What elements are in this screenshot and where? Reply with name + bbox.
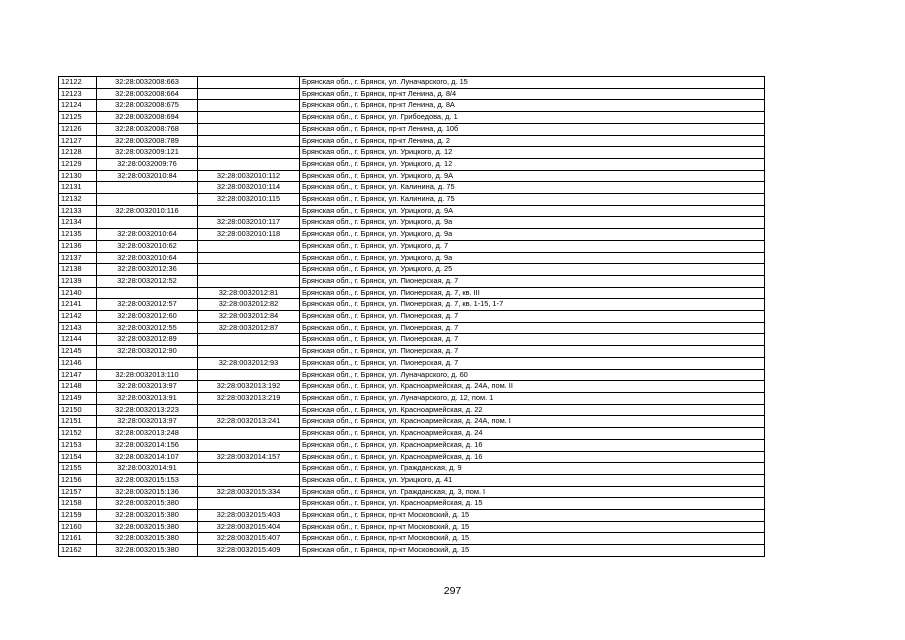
- table-row: [59, 474, 765, 486]
- cadastral-number-cell: 32:28:0032012:57: [97, 299, 198, 311]
- row-number-cell: 12136: [59, 240, 97, 252]
- registry-table-body: [59, 77, 765, 557]
- row-number-cell: 12143: [59, 322, 97, 334]
- related-cadastral-number-cell: [198, 112, 300, 124]
- address-cell: Брянская обл., г. Брянск, ул. Пионерская, д. 7, кв. III: [300, 287, 765, 299]
- address-cell: Брянская обл., г. Брянск, ул. Красноармейская, д. 24А, пом. II: [300, 381, 765, 393]
- address-cell: Брянская обл., г. Брянск, ул. Пионерская, д. 7: [300, 357, 765, 369]
- related-cadastral-number-cell: 32:28:0032013:219: [198, 392, 300, 404]
- table-row: [59, 299, 765, 311]
- row-number-cell: 12140: [59, 287, 97, 299]
- table-row: [59, 88, 765, 100]
- address-cell: Брянская обл., г. Брянск, ул. Урицкого, д. 9а: [300, 252, 765, 264]
- row-number-cell: 12146: [59, 357, 97, 369]
- address-cell: Брянская обл., г. Брянск, пр-кт Ленина, д. 2: [300, 135, 765, 147]
- address-cell: Брянская обл., г. Брянск, ул. Урицкого, д. 12: [300, 147, 765, 159]
- table-row: [59, 463, 765, 475]
- address-cell: Брянская обл., г. Брянск, ул. Пионерская, д. 7: [300, 275, 765, 287]
- table-row: [59, 392, 765, 404]
- related-cadastral-number-cell: 32:28:0032015:404: [198, 521, 300, 533]
- address-cell: Брянская обл., г. Брянск, ул. Калинина, д. 75: [300, 194, 765, 206]
- row-number-cell: 12127: [59, 135, 97, 147]
- row-number-cell: 12156: [59, 474, 97, 486]
- table-row: [59, 147, 765, 159]
- address-cell: Брянская обл., г. Брянск, ул. Урицкого, д. 41: [300, 474, 765, 486]
- row-number-cell: 12159: [59, 510, 97, 522]
- row-number-cell: 12130: [59, 170, 97, 182]
- address-cell: Брянская обл., г. Брянск, пр-кт Ленина, д. 10б: [300, 123, 765, 135]
- table-row: [59, 510, 765, 522]
- row-number-cell: 12122: [59, 77, 97, 89]
- row-number-cell: 12149: [59, 392, 97, 404]
- address-cell: Брянская обл., г. Брянск, ул. Урицкого, д. 7: [300, 240, 765, 252]
- related-cadastral-number-cell: 32:28:0032013:241: [198, 416, 300, 428]
- table-row: [59, 416, 765, 428]
- related-cadastral-number-cell: [198, 474, 300, 486]
- row-number-cell: 12154: [59, 451, 97, 463]
- cadastral-number-cell: 32:28:0032009:76: [97, 158, 198, 170]
- table-row: [59, 205, 765, 217]
- cadastral-number-cell: 32:28:0032013:97: [97, 416, 198, 428]
- table-row: [59, 545, 765, 557]
- cadastral-number-cell: 32:28:0032010:116: [97, 205, 198, 217]
- related-cadastral-number-cell: 32:28:0032012:93: [198, 357, 300, 369]
- related-cadastral-number-cell: [198, 369, 300, 381]
- related-cadastral-number-cell: 32:28:0032012:84: [198, 311, 300, 323]
- cadastral-number-cell: 32:28:0032012:55: [97, 322, 198, 334]
- related-cadastral-number-cell: [198, 264, 300, 276]
- table-row: [59, 439, 765, 451]
- cadastral-number-cell: 32:28:0032008:694: [97, 112, 198, 124]
- table-row: [59, 170, 765, 182]
- page-number: 297: [443, 585, 462, 597]
- address-cell: Брянская обл., г. Брянск, пр-кт Ленина, д. 8А: [300, 100, 765, 112]
- row-number-cell: 12160: [59, 521, 97, 533]
- row-number-cell: 12151: [59, 416, 97, 428]
- cadastral-number-cell: 32:28:0032008:664: [97, 88, 198, 100]
- cadastral-number-cell: 32:28:0032010:64: [97, 252, 198, 264]
- related-cadastral-number-cell: 32:28:0032010:115: [198, 194, 300, 206]
- row-number-cell: 12144: [59, 334, 97, 346]
- cadastral-number-cell: 32:28:0032012:36: [97, 264, 198, 276]
- related-cadastral-number-cell: 32:28:0032014:157: [198, 451, 300, 463]
- table-row: [59, 77, 765, 89]
- row-number-cell: 12134: [59, 217, 97, 229]
- address-cell: Брянская обл., г. Брянск, ул. Грибоедова, д. 1: [300, 112, 765, 124]
- row-number-cell: 12141: [59, 299, 97, 311]
- table-row: [59, 533, 765, 545]
- row-number-cell: 12135: [59, 229, 97, 241]
- registry-table: [58, 76, 765, 557]
- row-number-cell: 12126: [59, 123, 97, 135]
- address-cell: Брянская обл., г. Брянск, ул. Пионерская, д. 7, кв. 1-15, 1-7: [300, 299, 765, 311]
- related-cadastral-number-cell: 32:28:0032012:81: [198, 287, 300, 299]
- related-cadastral-number-cell: 32:28:0032012:87: [198, 322, 300, 334]
- table-row: [59, 498, 765, 510]
- row-number-cell: 12153: [59, 439, 97, 451]
- related-cadastral-number-cell: [198, 147, 300, 159]
- row-number-cell: 12137: [59, 252, 97, 264]
- related-cadastral-number-cell: [198, 88, 300, 100]
- table-row: [59, 275, 765, 287]
- address-cell: Брянская обл., г. Брянск, ул. Калинина, д. 75: [300, 182, 765, 194]
- cadastral-number-cell: 32:28:0032008:789: [97, 135, 198, 147]
- cadastral-number-cell: 32:28:0032015:380: [97, 533, 198, 545]
- table-row: [59, 521, 765, 533]
- cadastral-number-cell: 32:28:0032015:380: [97, 545, 198, 557]
- address-cell: Брянская обл., г. Брянск, ул. Красноармейская, д. 22: [300, 404, 765, 416]
- cadastral-number-cell: 32:28:0032012:90: [97, 346, 198, 358]
- address-cell: Брянская обл., г. Брянск, ул. Пионерская, д. 7: [300, 322, 765, 334]
- address-cell: Брянская обл., г. Брянск, ул. Пионерская, д. 7: [300, 334, 765, 346]
- table-row: [59, 229, 765, 241]
- row-number-cell: 12138: [59, 264, 97, 276]
- row-number-cell: 12125: [59, 112, 97, 124]
- address-cell: Брянская обл., г. Брянск, ул. Пионерская, д. 7: [300, 311, 765, 323]
- row-number-cell: 12128: [59, 147, 97, 159]
- row-number-cell: 12157: [59, 486, 97, 498]
- row-number-cell: 12133: [59, 205, 97, 217]
- table-row: [59, 264, 765, 276]
- related-cadastral-number-cell: [198, 252, 300, 264]
- related-cadastral-number-cell: [198, 205, 300, 217]
- table-row: [59, 182, 765, 194]
- row-number-cell: 12158: [59, 498, 97, 510]
- table-row: [59, 486, 765, 498]
- cadastral-number-cell: 32:28:0032013:91: [97, 392, 198, 404]
- address-cell: Брянская обл., г. Брянск, ул. Урицкого, д. 25: [300, 264, 765, 276]
- related-cadastral-number-cell: 32:28:0032015:409: [198, 545, 300, 557]
- cadastral-number-cell: 32:28:0032014:107: [97, 451, 198, 463]
- related-cadastral-number-cell: 32:28:0032013:192: [198, 381, 300, 393]
- related-cadastral-number-cell: [198, 135, 300, 147]
- table-row: [59, 322, 765, 334]
- related-cadastral-number-cell: [198, 428, 300, 440]
- related-cadastral-number-cell: 32:28:0032015:334: [198, 486, 300, 498]
- related-cadastral-number-cell: 32:28:0032010:112: [198, 170, 300, 182]
- cadastral-number-cell: 32:28:0032010:64: [97, 229, 198, 241]
- address-cell: Брянская обл., г. Брянск, пр-кт Московский, д. 15: [300, 545, 765, 557]
- cadastral-number-cell: [97, 194, 198, 206]
- table-row: [59, 311, 765, 323]
- cadastral-number-cell: 32:28:0032014:156: [97, 439, 198, 451]
- table-row: [59, 158, 765, 170]
- table-row: [59, 123, 765, 135]
- related-cadastral-number-cell: [198, 346, 300, 358]
- address-cell: Брянская обл., г. Брянск, пр-кт Московский, д. 15: [300, 510, 765, 522]
- cadastral-number-cell: 32:28:0032015:153: [97, 474, 198, 486]
- address-cell: Брянская обл., г. Брянск, ул. Красноармейская, д. 16: [300, 439, 765, 451]
- row-number-cell: 12129: [59, 158, 97, 170]
- table-row: [59, 451, 765, 463]
- cadastral-number-cell: 32:28:0032015:136: [97, 486, 198, 498]
- related-cadastral-number-cell: [198, 100, 300, 112]
- row-number-cell: 12150: [59, 404, 97, 416]
- address-cell: Брянская обл., г. Брянск, ул. Красноармейская, д. 24: [300, 428, 765, 440]
- related-cadastral-number-cell: 32:28:0032010:117: [198, 217, 300, 229]
- address-cell: Брянская обл., г. Брянск, ул. Гражданская, д. 3, пом. I: [300, 486, 765, 498]
- cadastral-number-cell: 32:28:0032013:110: [97, 369, 198, 381]
- address-cell: Брянская обл., г. Брянск, ул. Урицкого, д. 9а: [300, 229, 765, 241]
- row-number-cell: 12147: [59, 369, 97, 381]
- cadastral-number-cell: 32:28:0032015:380: [97, 510, 198, 522]
- row-number-cell: 12155: [59, 463, 97, 475]
- table-row: [59, 334, 765, 346]
- table-row: [59, 135, 765, 147]
- related-cadastral-number-cell: [198, 439, 300, 451]
- related-cadastral-number-cell: [198, 275, 300, 287]
- table-row: [59, 194, 765, 206]
- address-cell: Брянская обл., г. Брянск, ул. Луначарского, д. 60: [300, 369, 765, 381]
- table-row: [59, 217, 765, 229]
- cadastral-number-cell: 32:28:0032008:675: [97, 100, 198, 112]
- cadastral-number-cell: 32:28:0032015:380: [97, 521, 198, 533]
- address-cell: Брянская обл., г. Брянск, ул. Луначарского, д. 12, пом. 1: [300, 392, 765, 404]
- cadastral-number-cell: 32:28:0032009:121: [97, 147, 198, 159]
- row-number-cell: 12161: [59, 533, 97, 545]
- row-number-cell: 12132: [59, 194, 97, 206]
- cadastral-number-cell: [97, 287, 198, 299]
- address-cell: Брянская обл., г. Брянск, ул. Красноармейская, д. 24А, пом. I: [300, 416, 765, 428]
- related-cadastral-number-cell: [198, 123, 300, 135]
- table-row: [59, 346, 765, 358]
- row-number-cell: 12131: [59, 182, 97, 194]
- table-row: [59, 240, 765, 252]
- address-cell: Брянская обл., г. Брянск, пр-кт Московский, д. 15: [300, 533, 765, 545]
- related-cadastral-number-cell: [198, 498, 300, 510]
- address-cell: Брянская обл., г. Брянск, ул. Урицкого, д. 12: [300, 158, 765, 170]
- table-row: [59, 100, 765, 112]
- related-cadastral-number-cell: [198, 334, 300, 346]
- row-number-cell: 12124: [59, 100, 97, 112]
- row-number-cell: 12139: [59, 275, 97, 287]
- related-cadastral-number-cell: 32:28:0032010:114: [198, 182, 300, 194]
- address-cell: Брянская обл., г. Брянск, ул. Луначарского, д. 15: [300, 77, 765, 89]
- table-row: [59, 112, 765, 124]
- table-row: [59, 252, 765, 264]
- table-row: [59, 381, 765, 393]
- table-row: [59, 404, 765, 416]
- address-cell: Брянская обл., г. Брянск, ул. Урицкого, д. 9А: [300, 170, 765, 182]
- cadastral-number-cell: 32:28:0032012:89: [97, 334, 198, 346]
- related-cadastral-number-cell: 32:28:0032012:82: [198, 299, 300, 311]
- cadastral-number-cell: 32:28:0032008:663: [97, 77, 198, 89]
- cadastral-number-cell: [97, 357, 198, 369]
- cadastral-number-cell: 32:28:0032012:60: [97, 311, 198, 323]
- cadastral-number-cell: 32:28:0032008:768: [97, 123, 198, 135]
- cadastral-number-cell: 32:28:0032012:52: [97, 275, 198, 287]
- cadastral-number-cell: 32:28:0032014:91: [97, 463, 198, 475]
- address-cell: Брянская обл., г. Брянск, пр-кт Московский, д. 15: [300, 521, 765, 533]
- address-cell: Брянская обл., г. Брянск, ул. Урицкого, д. 9а: [300, 217, 765, 229]
- related-cadastral-number-cell: [198, 77, 300, 89]
- cadastral-number-cell: 32:28:0032013:223: [97, 404, 198, 416]
- table-row: [59, 428, 765, 440]
- cadastral-number-cell: [97, 182, 198, 194]
- row-number-cell: 12152: [59, 428, 97, 440]
- cadastral-number-cell: 32:28:0032013:97: [97, 381, 198, 393]
- table-row: [59, 357, 765, 369]
- cadastral-number-cell: 32:28:0032010:62: [97, 240, 198, 252]
- table-row: [59, 369, 765, 381]
- related-cadastral-number-cell: [198, 463, 300, 475]
- address-cell: Брянская обл., г. Брянск, ул. Гражданская, д. 9: [300, 463, 765, 475]
- address-cell: Брянская обл., г. Брянск, ул. Урицкого, д. 9А: [300, 205, 765, 217]
- related-cadastral-number-cell: 32:28:0032015:403: [198, 510, 300, 522]
- address-cell: Брянская обл., г. Брянск, ул. Красноармейская, д. 15: [300, 498, 765, 510]
- row-number-cell: 12162: [59, 545, 97, 557]
- address-cell: Брянская обл., г. Брянск, ул. Красноармейская, д. 16: [300, 451, 765, 463]
- related-cadastral-number-cell: 32:28:0032015:407: [198, 533, 300, 545]
- related-cadastral-number-cell: 32:28:0032010:118: [198, 229, 300, 241]
- related-cadastral-number-cell: [198, 404, 300, 416]
- cadastral-number-cell: 32:28:0032015:380: [97, 498, 198, 510]
- related-cadastral-number-cell: [198, 240, 300, 252]
- related-cadastral-number-cell: [198, 158, 300, 170]
- address-cell: Брянская обл., г. Брянск, ул. Пионерская, д. 7: [300, 346, 765, 358]
- cadastral-number-cell: [97, 217, 198, 229]
- row-number-cell: 12145: [59, 346, 97, 358]
- row-number-cell: 12123: [59, 88, 97, 100]
- cadastral-number-cell: 32:28:0032010:84: [97, 170, 198, 182]
- row-number-cell: 12148: [59, 381, 97, 393]
- address-cell: Брянская обл., г. Брянск, пр-кт Ленина, д. 8/4: [300, 88, 765, 100]
- table-row: [59, 287, 765, 299]
- row-number-cell: 12142: [59, 311, 97, 323]
- cadastral-number-cell: 32:28:0032013:248: [97, 428, 198, 440]
